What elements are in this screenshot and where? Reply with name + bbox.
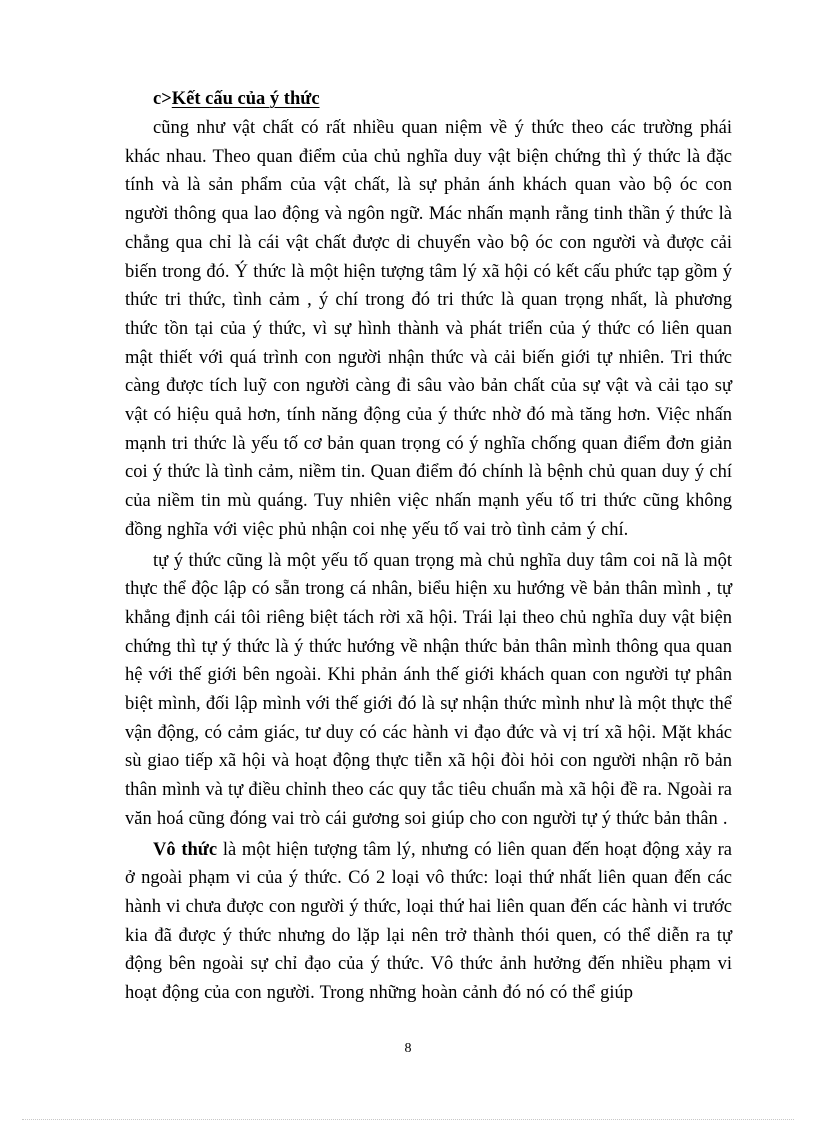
paragraph-consciousness-structure — [125, 114, 732, 545]
section-title: Kết cấu của ý thức — [171, 89, 320, 109]
paragraph-self-consciousness — [125, 547, 732, 834]
page-number: 8 — [404, 1041, 412, 1056]
paragraph-text: tự ý thức cũng là một yếu tố quan trọng mà chủ nghĩa duy tâm coi nã là một thực thể độc lập có sẵn trong cá nhân, biểu hiện xu hướng về bản thân mình , tự khẳng định cái tôi riêng biệt tách rời xã hội. Trái lại theo chủ nghĩa duy vật biện chứng thì tự ý thức là ý thức hướng về nhận thức bản thân mình thông qua quan hệ với thế giới bên ngoài. Khi phản ánh thế giới khách quan con người tự phân biệt mình, đối lập mình với thế giới đó là sự nhận thức mình như là một thực thể vận động, có cảm giác, tư duy có các hành vi đạo đức và vị trí xã hội. Mặt khác sù giao tiếp xã hội và hoạt động thực tiễn xã hội đòi hỏi con người nhận rõ bản thân mình và tự điều chỉnh theo các quy tắc tiêu chuẩn mà xã hội đề ra. Ngoài ra văn hoá cũng đóng vai trò cái gương soi giúp cho con người tự ý thức bản thân . — [125, 550, 732, 829]
section-prefix: c> — [153, 89, 172, 109]
paragraph-text: là một hiện tượng tâm lý, nhưng có liên quan đến hoạt động xảy ra ở ngoài phạm vi của ý thức. Có 2 loại vô thức: loại thứ nhất liên quan đến các hành vi chưa được con người ý thức, loại thứ hai liên quan đến các hành vi trước kia đã được ý thức nhưng do lặp lại nên trở thành thói quen, có thể diễn ra tự động bên ngoài sự chỉ đạo của ý thức. Vô thức ảnh hưởng đến nhiều phạm vi hoạt động của con người. Trong những hoàn cảnh đó nó có thể giúp — [125, 839, 733, 1004]
document-page — [125, 84, 732, 1008]
section-heading — [153, 84, 732, 114]
paragraph-text: cũng như vật chất có rất nhiều quan niệm về ý thức theo các trường phái khác nhau. Theo quan điểm của chủ nghĩa duy vật biện chứng thì ý thức là đặc tính và là sản phẩm của vật chất, là sự phản ánh khách quan vào bộ óc con người thông qua lao động và ngôn ngữ. Mác nhấn mạnh rằng tinh thần ý thức là chẳng qua chỉ là cái vật chất được di chuyển vào bộ óc con người và được cải biến trong đó. Ý thức là một hiện tượng tâm lý xã hội có kết cấu phức tạp gồm ý thức tri thức, tình cảm , ý chí trong đó tri thức là quan trọng nhất, là phương thức tồn tại của ý thức, vì sự hình thành và phát triển của ý thức có liên quan mật thiết với quá trình con người nhận thức và cải biến giới tự nhiên. Tri thức càng được tích luỹ con người càng đi sâu vào bản chất của sự vật và cải tạo sự vật có hiệu quả hơn, tính năng động của ý thức nhờ đó mà tăng hơn. Việc nhấn mạnh tri thức là yếu tố cơ bản quan trọng có ý nghĩa chống quan điểm đơn giản coi ý thức là tình cảm, niềm tin. Quan điểm đó chính là bệnh chủ quan duy ý chí của niềm tin mù quáng. Tuy nhiên việc nhấn mạnh yếu tố tri thức cũng không đồng nghĩa với việc phủ nhận coi nhẹ yếu tố vai trò tình cảm ý chí. — [125, 118, 732, 540]
paragraph-unconscious — [125, 836, 732, 1008]
bold-term: Vô thức — [153, 839, 218, 860]
bottom-divider — [22, 1119, 794, 1120]
